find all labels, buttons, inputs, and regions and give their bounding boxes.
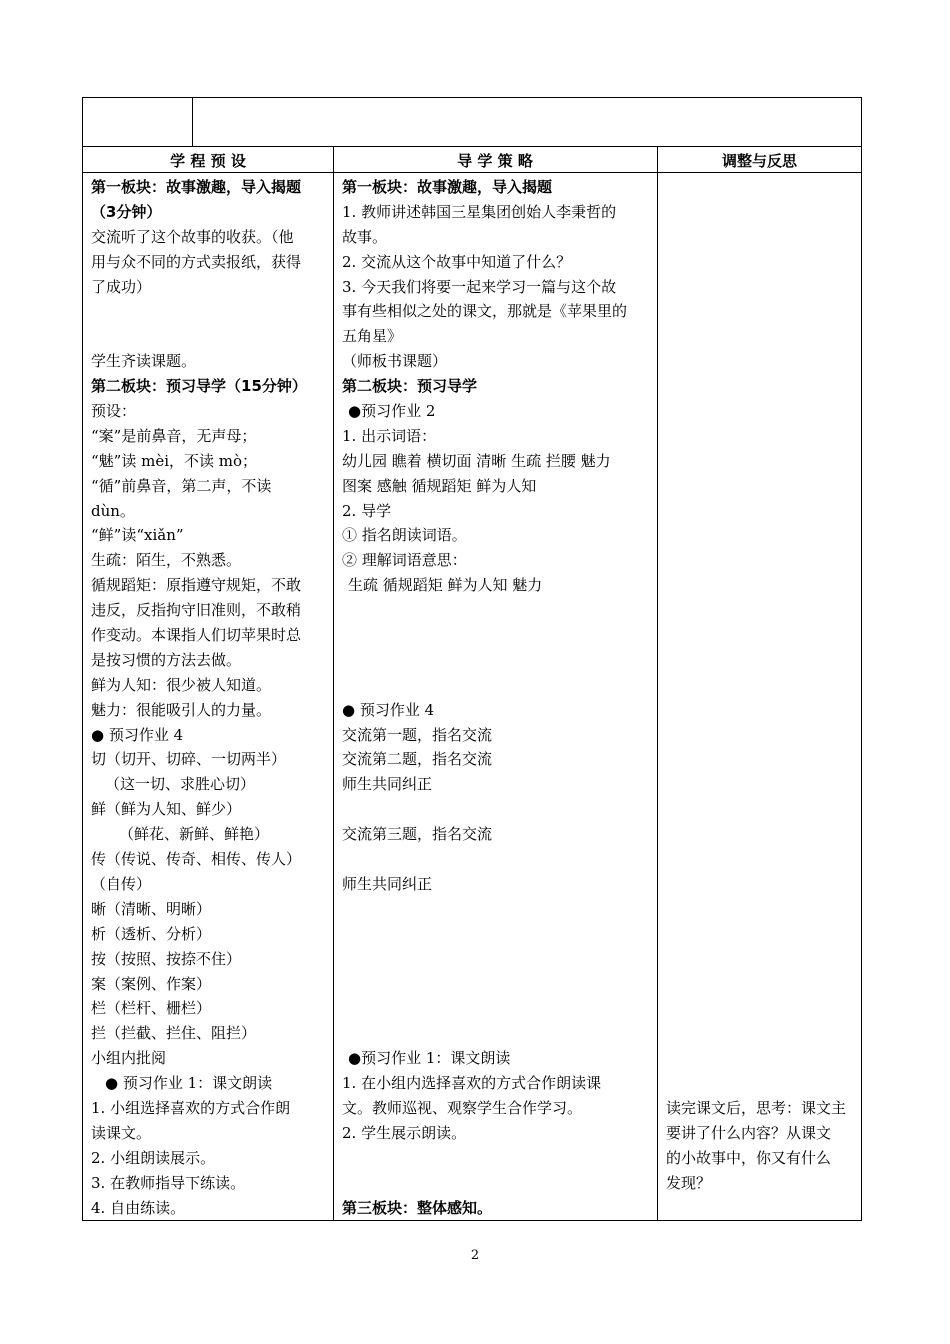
top-table-left-cell <box>83 98 193 146</box>
col2-line: 2. 交流从这个故事中知道了什么？ <box>342 252 572 271</box>
col3-line: 发现？ <box>666 1173 712 1192</box>
col2-line: ● 预习作业 4 <box>342 700 435 719</box>
col2-line <box>342 1171 654 1196</box>
col2-line: 1. 出示词语： <box>342 426 437 445</box>
column-reflection <box>666 1096 861 1196</box>
col2-line <box>342 598 654 623</box>
col2-line: （师板书课题） <box>342 352 448 371</box>
col1-line: 读课文。 <box>91 1123 152 1142</box>
col1-line: 1. 小组选择喜欢的方式合作朗 <box>91 1098 291 1117</box>
col2-line: 图案 感触 循规蹈矩 鲜为人知 <box>342 476 537 495</box>
col2-line: 1. 教师讲述韩国三星集团创始人李秉哲的 <box>342 202 617 221</box>
col1-line: “鲜”读“xiǎn” <box>91 526 184 545</box>
col1-line: 作变动。本课指人们切苹果时总 <box>91 626 302 645</box>
col2-line: ●预习作业 1：课文朗读 <box>348 1049 511 1068</box>
col2-line: 事有些相似之处的课文，那就是《苹果里的 <box>342 302 628 321</box>
col2-line: 3. 今天我们将要一起来学习一篇与这个故 <box>342 277 617 296</box>
col2-line <box>342 648 654 673</box>
col2-line <box>342 797 654 822</box>
col1-line: 预设： <box>91 402 137 421</box>
col2-line <box>342 972 654 997</box>
col2-line <box>342 947 654 972</box>
col1-line: （鲜花、新鲜、鲜艳） <box>119 825 270 844</box>
col2-line: ② 理解词语意思： <box>342 551 467 570</box>
col2-line <box>342 623 654 648</box>
header-col3: 调整与反思 <box>721 152 797 170</box>
header-divider <box>83 172 861 173</box>
col2-line: 故事。 <box>342 227 388 246</box>
page-number: 2 <box>470 1248 480 1263</box>
col1-line: （3分钟） <box>91 202 162 221</box>
col2-line: 文。教师巡视、观察学生合作学习。 <box>342 1098 583 1117</box>
col1-line: 案（案例、作案） <box>91 974 212 993</box>
col2-line <box>342 1021 654 1046</box>
col1-line: 析（透析、分析） <box>91 924 212 943</box>
col2-line: 幼儿园 瞧着 横切面 清晰 生疏 拦腰 魅力 <box>342 451 611 470</box>
col1-line: 是按习惯的方法去做。 <box>91 650 242 669</box>
col1-line: 栏（栏杆、栅栏） <box>91 999 212 1018</box>
col1-line: 切（切开、切碎、一切两半） <box>91 750 287 769</box>
col1-line: 学生齐读课题。 <box>91 352 197 371</box>
col2-line: 生疏 循规蹈矩 鲜为人知 魅力 <box>348 576 543 595</box>
col2-line: ●预习作业 2 <box>348 402 436 421</box>
top-table <box>82 97 862 147</box>
col1-line: 交流听了这个故事的收获。（他 <box>91 227 294 246</box>
col1-line: ● 预习作业 1：课文朗读 <box>105 1074 273 1093</box>
col1-line: “案”是前鼻音，无声母； <box>91 426 257 445</box>
column-divider-1 <box>333 147 334 1220</box>
col1-line: 第二板块：预习导学（15分钟） <box>91 377 307 396</box>
col1-line: 用与众不同的方式卖报纸，获得 <box>91 252 302 271</box>
col2-line: 交流第二题，指名交流 <box>342 750 493 769</box>
col1-line <box>91 299 331 324</box>
col1-line: 了成功） <box>91 277 152 296</box>
col2-line: 师生共同纠正 <box>342 775 433 794</box>
col1-line: 3. 在教师指导下练读。 <box>91 1173 246 1192</box>
col2-line: 第二板块：预习导学 <box>342 377 478 396</box>
column-guided-strategy <box>342 175 654 1220</box>
col1-line: 魅力：很能吸引人的力量。 <box>91 700 272 719</box>
col2-line <box>342 996 654 1021</box>
col2-line: 交流第三题，指名交流 <box>342 825 493 844</box>
col3-line: 要讲了什么内容？从课文 <box>666 1123 832 1142</box>
col1-line: 第一板块：故事激趣，导入揭题 <box>91 178 302 196</box>
col2-line <box>342 897 654 922</box>
col2-line <box>342 673 654 698</box>
col2-line: 1. 在小组内选择喜欢的方式合作朗读课 <box>342 1074 602 1093</box>
column-study-plan <box>91 175 331 1220</box>
col1-line: 小组内批阅 <box>91 1049 167 1068</box>
col1-line: 违反，反指拘守旧准则，不敢稍 <box>91 601 302 620</box>
col1-line <box>91 324 331 349</box>
col1-line: 生疏：陌生，不熟悉。 <box>91 551 242 570</box>
col1-line: （这一切、求胜心切） <box>105 775 256 794</box>
col1-line: dùn。 <box>91 501 135 520</box>
col1-line: 传（传说、传奇、相传、传人） <box>91 850 302 869</box>
header-col1: 学 程 预 设 <box>170 152 246 170</box>
col2-line: ① 指名朗读词语。 <box>342 526 467 545</box>
col2-line: 第三板块：整体感知。 <box>342 1198 493 1217</box>
header-col2: 导 学 策 略 <box>457 152 533 170</box>
col2-line: 2. 导学 <box>342 501 392 520</box>
col3-line: 读完课文后，思考：课文主 <box>666 1099 847 1117</box>
col2-line: 2. 学生展示朗读。 <box>342 1123 467 1142</box>
col1-line: 鲜为人知：很少被人知道。 <box>91 675 272 694</box>
col2-line <box>342 1146 654 1171</box>
col1-line: “魅”读 mèi，不读 mò； <box>91 451 258 470</box>
lesson-plan-table <box>82 147 862 1221</box>
col2-line: 师生共同纠正 <box>342 874 433 893</box>
col3-line: 的小故事中，你又有什么 <box>666 1148 832 1167</box>
col1-line: 4. 自由练读。 <box>91 1198 186 1217</box>
col2-line <box>342 922 654 947</box>
col1-line: 拦（拦截、拦住、阻拦） <box>91 1024 257 1043</box>
col1-line: 按（按照、按捺不住） <box>91 949 242 968</box>
col1-line: 2. 小组朗读展示。 <box>91 1148 216 1167</box>
col2-line: 第一板块：故事激趣，导入揭题 <box>342 178 553 196</box>
col2-line: 交流第一题，指名交流 <box>342 725 493 744</box>
col2-line <box>342 847 654 872</box>
col1-line: 鲜（鲜为人知、鲜少） <box>91 800 242 819</box>
col2-line: 五角星》 <box>342 327 403 346</box>
column-divider-2 <box>657 147 658 1220</box>
col1-line: ● 预习作业 4 <box>91 725 184 744</box>
col1-line: “循”前鼻音，第二声，不读 <box>91 476 272 495</box>
col1-line: （自传） <box>91 874 152 893</box>
col1-line: 循规蹈矩：原指遵守规矩，不敢 <box>91 576 302 595</box>
col1-line: 晰（清晰、明晰） <box>91 899 212 918</box>
